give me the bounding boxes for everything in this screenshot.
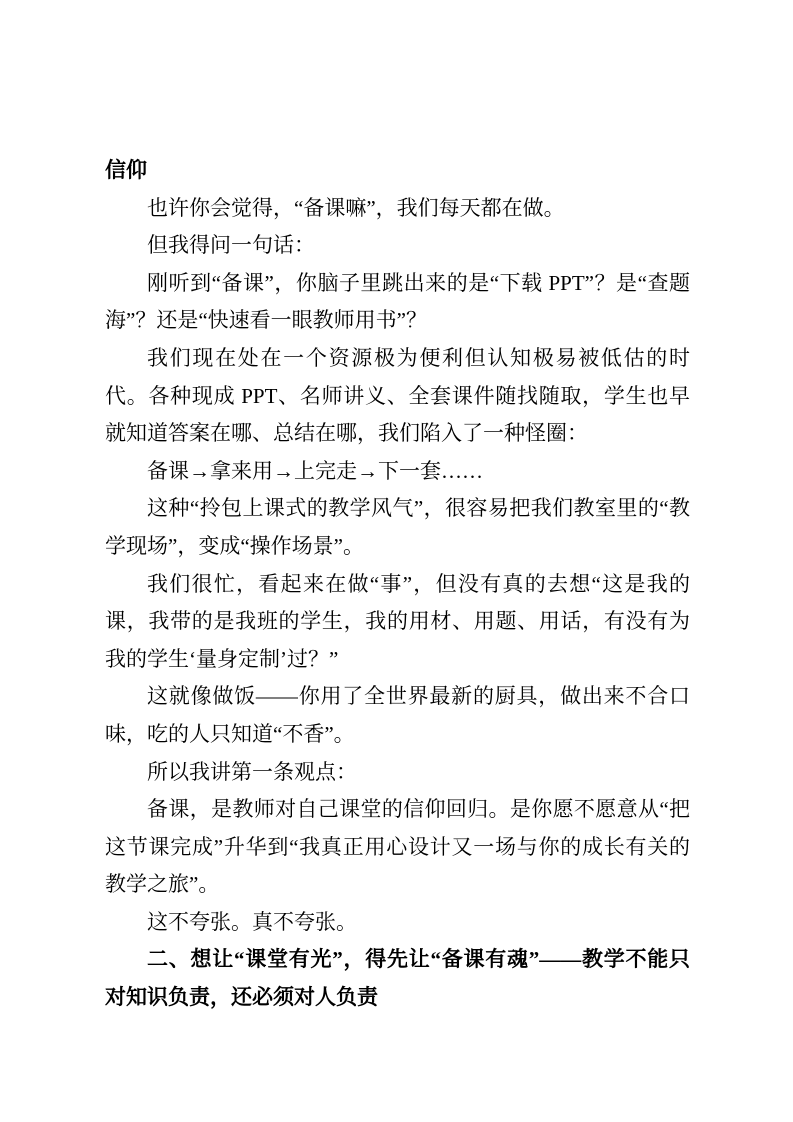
paragraph: 所以我讲第一条观点： (147, 759, 357, 784)
paragraph: 备课，是教师对自己课堂的信仰回归。是你愿不愿意从“把这节课完成”升华到“我真正用心设计又一场与你的成长有关的教学之旅”。 (105, 797, 690, 897)
paragraph: 备课→拿来用→上完走→下一套…… (147, 458, 483, 483)
paragraph: 这不夸张。真不夸张。 (147, 909, 357, 934)
paragraph: 这种“拎包上课式的教学风气”，很容易把我们教室里的“教学现场”，变成“操作场景”。 (105, 496, 690, 558)
document-body (105, 190, 690, 1017)
paragraph: 但我得问一句话： (147, 233, 315, 258)
section-heading: 二、想让“课堂有光”，得先让“备课有魂”——教学不能只对知识负责，还必须对人负责 (105, 947, 690, 1010)
paragraph: 这就像做饭——你用了全世界最新的厨具，做出来不合口味，吃的人只知道“不香”。 (105, 684, 690, 746)
paragraph: 我们现在处在一个资源极为便利但认知极易被低估的时代。各种现成 PPT、名师讲义、全套课件随找随取，学生也早就知道答案在哪、总结在哪，我们陷入了一种怪圈： (105, 345, 690, 446)
paragraph: 也许你会觉得，“备课嘛”，我们每天都在做。 (147, 195, 565, 220)
section-heading-fragment: 信仰 (105, 158, 147, 182)
paragraph: 刚听到“备课”，你脑子里跳出来的是“下载 PPT”？是“查题海”？还是“快速看一眼教师用书”？ (105, 270, 690, 333)
paragraph: 我们很忙，看起来在做“事”，但没有真的去想“这是我的课，我带的是我班的学生，我的用材、用题、用话，有没有为我的学生‘量身定制’过？” (105, 571, 690, 671)
